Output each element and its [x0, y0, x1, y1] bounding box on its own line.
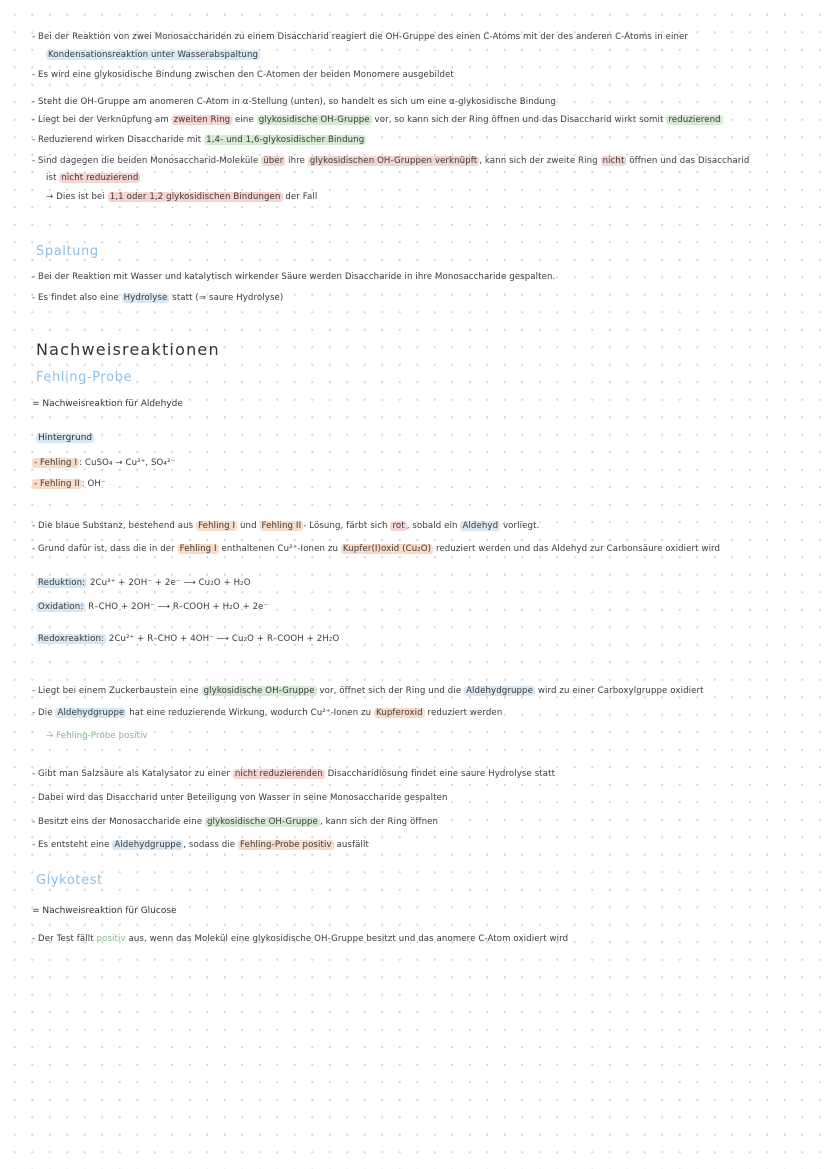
text-line	[32, 816, 438, 828]
text: - Die blaue Substanz, bestehend aus	[32, 521, 194, 531]
text: enthaltenen	[221, 544, 275, 554]
highlight: Fehling II	[261, 521, 302, 531]
text: Disaccharidlösung findet eine saure Hydrolyse statt	[327, 769, 556, 779]
text: - Lösung, färbt sich	[303, 521, 388, 531]
highlight: Oxidation:	[38, 602, 84, 612]
text: - Liegt bei einem Zuckerbaustein eine	[32, 686, 199, 696]
text: Carboxylgruppe	[597, 686, 668, 696]
highlight: glykosidische OH-Gruppe	[258, 115, 370, 125]
section-heading: Spaltung	[36, 244, 99, 259]
text-line	[46, 172, 140, 184]
equation: 2Cu²⁺ + 2OH⁻ + 2e⁻ ⟶ Cu₂O + H₂O	[89, 578, 251, 588]
highlight: glykosidische OH-Gruppe	[203, 686, 315, 696]
text: Cu²⁺-Ionen	[277, 544, 326, 554]
definition: = Nachweisreaktion für Glucose	[32, 906, 177, 916]
highlight: Fehling I	[198, 521, 236, 531]
text: aus, wenn das Molekül eine glykosidische OH-Gruppe besitzt und das anomere C-Atom oxidiert wird	[128, 934, 569, 944]
highlight: Kondensationsreaktion unter Wasserabspaltung	[48, 50, 259, 60]
equation: 2Cu²⁺ + R–CHO + 4OH⁻ ⟶ Cu₂O + R–COOH + 2H₂O	[108, 634, 340, 644]
text: - Es findet also eine	[32, 293, 119, 303]
text: vorliegt.	[502, 521, 540, 531]
text: - Sind dagegen die beiden Monosaccharid-Moleküle	[32, 156, 259, 166]
text: ausfällt	[336, 840, 369, 850]
text: wird zu einer	[537, 686, 595, 696]
highlight: rot	[392, 521, 405, 531]
text: - Besitzt eins der Monosaccharide eine	[32, 817, 203, 827]
text: - Der Test fällt	[32, 934, 94, 944]
text: reduziert werden	[427, 708, 503, 718]
definition: = Nachweisreaktion für Aldehyde	[32, 399, 183, 409]
highlight: nicht	[602, 156, 625, 166]
highlight: 1,4- und 1,6-glykosidischer Bindung	[206, 135, 365, 145]
text: - Es entsteht eine	[32, 840, 110, 850]
text-line	[32, 543, 720, 555]
text: oxidiert	[670, 686, 704, 696]
highlight: zweiten Ring	[173, 115, 231, 125]
text-line	[32, 520, 539, 532]
highlight: - Fehling I	[34, 458, 78, 468]
text-positive: positiv	[96, 934, 126, 944]
text: vor, so kann sich der Ring öffnen und das Disaccharid wirkt somit	[374, 115, 664, 125]
text-line: - Steht die OH-Gruppe am anomeren C-Atom in α-Stellung (unten), so handelt es sich um eine α-glykosidische Bindung	[32, 97, 556, 107]
text: : OH⁻	[81, 479, 106, 489]
highlight: nicht reduzierenden	[234, 769, 323, 779]
highlight: reduzierend	[668, 115, 721, 125]
highlight: nicht reduzierend	[61, 173, 139, 183]
text: Cu²⁺-Ionen	[310, 708, 359, 718]
text: → Dies ist bei	[46, 192, 105, 202]
highlight: über	[263, 156, 284, 166]
text: eine	[235, 115, 254, 125]
highlight: Hydrolyse	[123, 293, 168, 303]
text: reduzierende	[168, 708, 226, 718]
highlight: Hintergrund	[38, 433, 93, 443]
highlight: Fehling-Probe positiv	[240, 840, 332, 850]
text-line	[32, 457, 175, 469]
section-heading: Fehling-Probe	[36, 370, 133, 385]
text-line	[32, 839, 369, 851]
text-line	[32, 478, 106, 490]
text: reduziert werden und das Aldehyd zur Carbonsäure oxidiert wird	[435, 544, 721, 554]
equation: R–CHO + 2OH⁻ ⟶ R–COOH + H₂O + 2e⁻	[88, 602, 269, 612]
text: - Reduzierend wirken Disaccharide mit	[32, 135, 202, 145]
highlight: Aldehydgruppe	[114, 840, 182, 850]
equation-reduction	[36, 577, 251, 589]
highlight: 1,1 oder 1,2 glykosidischen Bindungen	[109, 192, 281, 202]
text: der Fall	[285, 192, 318, 202]
result-arrow: → Fehling-Probe positiv	[46, 731, 148, 741]
text: statt (⇒ saure Hydrolyse)	[172, 293, 284, 303]
text: , kann sich der Ring öffnen	[319, 817, 439, 827]
highlight: glykosidischen OH-Gruppen verknüpft	[309, 156, 478, 166]
text: öffnen und das Disaccharid	[629, 156, 750, 166]
equation-redox	[36, 633, 339, 645]
highlight: Reduktion:	[38, 578, 86, 588]
text: ihre	[288, 156, 306, 166]
text-line	[32, 134, 366, 146]
text: ist	[46, 173, 57, 183]
highlight: Redoxreaktion:	[38, 634, 105, 644]
text-line: - Bei der Reaktion von zwei Monosacchariden zu einem Disaccharid reagiert die OH-Gruppe des einen C-Atoms mit der des anderen C-Atoms in einer	[32, 32, 689, 42]
text: zu einer	[194, 769, 230, 779]
text: Katalysator	[141, 769, 192, 779]
highlight: - Fehling II	[34, 479, 80, 489]
text-line	[32, 685, 704, 697]
text: zu	[327, 544, 339, 554]
text-line	[32, 155, 749, 167]
text: , kann sich der zweite Ring	[479, 156, 598, 166]
text: - Liegt bei der Verknüpfung am	[32, 115, 169, 125]
text-line: - Bei der Reaktion mit Wasser und katalytisch wirkender Säure werden Disaccharide in ihre Monosaccharide gespalten.	[32, 272, 556, 282]
highlight: Kupferoxid	[376, 708, 423, 718]
highlight: Fehling I	[179, 544, 217, 554]
text: , sodass die	[183, 840, 236, 850]
text: zu	[360, 708, 372, 718]
page-heading: Nachweisreaktionen	[36, 340, 220, 359]
text: vor, öffnet sich der Ring und die	[319, 686, 462, 696]
text: : CuSO₄ → Cu²⁺, SO₄²⁻	[79, 458, 176, 468]
text: und	[240, 521, 257, 531]
highlight: Aldehydgruppe	[466, 686, 533, 696]
highlight: Aldehydgruppe	[57, 708, 125, 718]
text: Wirkung, wodurch	[228, 708, 308, 718]
text: , sobald ein	[406, 521, 458, 531]
highlight: glykosidische OH-Gruppe	[206, 817, 318, 827]
text-line	[46, 191, 317, 203]
text-line	[32, 292, 283, 304]
text: - Grund dafür ist, dass die in der	[32, 544, 175, 554]
text: - Die	[32, 708, 53, 718]
text-line	[32, 114, 723, 126]
text: - Gibt man Salzsäure als	[32, 769, 139, 779]
text-line	[32, 933, 568, 945]
text: hat eine	[129, 708, 166, 718]
highlight: Kupfer(I)oxid (Cu₂O)	[342, 544, 432, 554]
equation-oxidation	[36, 601, 268, 613]
highlight: Aldehyd	[462, 521, 499, 531]
text-line: - Dabei wird das Disaccharid unter Beteiligung von Wasser in seine Monosaccharide gespalten	[32, 793, 448, 803]
text-line	[32, 707, 502, 719]
text-line	[32, 768, 555, 780]
text-line	[46, 49, 260, 61]
text-line: - Es wird eine glykosidische Bindung zwischen den C-Atomen der beiden Monomere ausgebildet	[32, 70, 454, 80]
subheading	[36, 432, 94, 444]
section-heading: Glykotest	[36, 873, 103, 888]
